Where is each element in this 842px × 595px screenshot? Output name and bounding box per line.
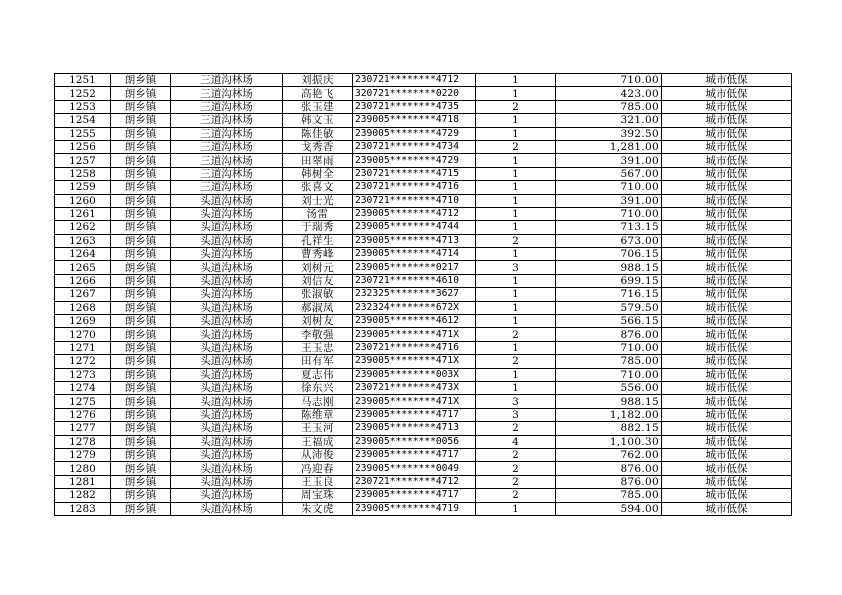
household-count-cell: 2: [476, 475, 556, 488]
town-cell: 朗乡镇: [111, 355, 171, 368]
table-row: [55, 221, 792, 234]
person-name-cell: 陈佳敏: [283, 127, 353, 140]
row-number: 1269: [55, 315, 111, 328]
person-name-cell: 刘士光: [283, 194, 353, 207]
amount-cell: 391.00: [556, 194, 662, 207]
id-number-cell: 239005********4712: [353, 207, 476, 220]
person-name-cell: 王福成: [283, 435, 353, 448]
row-number: 1255: [55, 127, 111, 140]
id-number-cell: 230721********473X: [353, 381, 476, 394]
person-name-cell: 于瑞秀: [283, 221, 353, 234]
id-number-cell: 239005********4717: [353, 448, 476, 461]
amount-cell: 988.15: [556, 261, 662, 274]
town-cell: 朗乡镇: [111, 395, 171, 408]
id-number-cell: 232325********3627: [353, 288, 476, 301]
forest-farm-cell: 头道沟林场: [171, 462, 283, 475]
relief-type-cell: 城市低保: [662, 408, 792, 421]
town-cell: 朗乡镇: [111, 181, 171, 194]
household-count-cell: 2: [476, 422, 556, 435]
town-cell: 朗乡镇: [111, 408, 171, 421]
forest-farm-cell: 头道沟林场: [171, 435, 283, 448]
forest-farm-cell: 头道沟林场: [171, 328, 283, 341]
forest-farm-cell: 头道沟林场: [171, 248, 283, 261]
town-cell: 朗乡镇: [111, 422, 171, 435]
household-count-cell: 1: [476, 341, 556, 354]
household-count-cell: 1: [476, 288, 556, 301]
id-number-cell: 230721********4715: [353, 167, 476, 180]
row-number: 1262: [55, 221, 111, 234]
person-name-cell: 张淑敏: [283, 288, 353, 301]
id-number-cell: 239005********0049: [353, 462, 476, 475]
table-row: [55, 140, 792, 153]
relief-type-cell: 城市低保: [662, 87, 792, 100]
town-cell: 朗乡镇: [111, 127, 171, 140]
table-row: [55, 355, 792, 368]
amount-cell: 699.15: [556, 274, 662, 287]
amount-cell: 785.00: [556, 489, 662, 502]
id-number-cell: 239005********0217: [353, 261, 476, 274]
forest-farm-cell: 三道沟林场: [171, 127, 283, 140]
person-name-cell: 汤雷: [283, 207, 353, 220]
id-number-cell: 239005********471X: [353, 328, 476, 341]
relief-type-cell: 城市低保: [662, 475, 792, 488]
table-row: [55, 167, 792, 180]
relief-type-cell: 城市低保: [662, 234, 792, 247]
town-cell: 朗乡镇: [111, 140, 171, 153]
town-cell: 朗乡镇: [111, 489, 171, 502]
amount-cell: 716.15: [556, 288, 662, 301]
table-row: [55, 207, 792, 220]
table-row: [55, 489, 792, 502]
person-name-cell: 王玉良: [283, 475, 353, 488]
relief-type-cell: 城市低保: [662, 154, 792, 167]
forest-farm-cell: 头道沟林场: [171, 395, 283, 408]
id-number-cell: 239005********0056: [353, 435, 476, 448]
person-name-cell: 王玉忠: [283, 341, 353, 354]
table-row: [55, 448, 792, 461]
id-number-cell: 230721********4610: [353, 274, 476, 287]
forest-farm-cell: 三道沟林场: [171, 100, 283, 113]
table-row: [55, 288, 792, 301]
person-name-cell: 高艳飞: [283, 87, 353, 100]
id-number-cell: 230721********4716: [353, 341, 476, 354]
amount-cell: 876.00: [556, 462, 662, 475]
person-name-cell: 陈维章: [283, 408, 353, 421]
forest-farm-cell: 头道沟林场: [171, 194, 283, 207]
relief-type-cell: 城市低保: [662, 167, 792, 180]
amount-cell: 594.00: [556, 502, 662, 515]
table-row: [55, 301, 792, 314]
forest-farm-cell: 头道沟林场: [171, 274, 283, 287]
id-number-cell: 230721********4710: [353, 194, 476, 207]
forest-farm-cell: 三道沟林场: [171, 154, 283, 167]
relief-type-cell: 城市低保: [662, 422, 792, 435]
household-count-cell: 2: [476, 100, 556, 113]
amount-cell: 710.00: [556, 74, 662, 87]
row-number: 1275: [55, 395, 111, 408]
person-name-cell: 田有军: [283, 355, 353, 368]
row-number: 1278: [55, 435, 111, 448]
id-number-cell: 320721********0220: [353, 87, 476, 100]
household-count-cell: 1: [476, 221, 556, 234]
relief-type-cell: 城市低保: [662, 301, 792, 314]
amount-cell: 567.00: [556, 167, 662, 180]
amount-cell: 579.50: [556, 301, 662, 314]
row-number: 1252: [55, 87, 111, 100]
row-number: 1271: [55, 341, 111, 354]
amount-cell: 706.15: [556, 248, 662, 261]
table-row: [55, 328, 792, 341]
town-cell: 朗乡镇: [111, 154, 171, 167]
household-count-cell: 1: [476, 127, 556, 140]
id-number-cell: 239005********4713: [353, 422, 476, 435]
forest-farm-cell: 头道沟林场: [171, 422, 283, 435]
forest-farm-cell: 头道沟林场: [171, 234, 283, 247]
relief-type-cell: 城市低保: [662, 261, 792, 274]
relief-type-cell: 城市低保: [662, 100, 792, 113]
relief-type-cell: 城市低保: [662, 435, 792, 448]
town-cell: 朗乡镇: [111, 301, 171, 314]
town-cell: 朗乡镇: [111, 368, 171, 381]
amount-cell: 762.00: [556, 448, 662, 461]
id-number-cell: 230721********4712: [353, 74, 476, 87]
town-cell: 朗乡镇: [111, 87, 171, 100]
table-row: [55, 194, 792, 207]
relief-type-cell: 城市低保: [662, 74, 792, 87]
id-number-cell: 230721********4735: [353, 100, 476, 113]
household-count-cell: 1: [476, 167, 556, 180]
id-number-cell: 239005********4719: [353, 502, 476, 515]
town-cell: 朗乡镇: [111, 114, 171, 127]
row-number: 1267: [55, 288, 111, 301]
row-number: 1254: [55, 114, 111, 127]
person-name-cell: 刘振庆: [283, 74, 353, 87]
amount-cell: 392.50: [556, 127, 662, 140]
forest-farm-cell: 三道沟林场: [171, 140, 283, 153]
amount-cell: 876.00: [556, 328, 662, 341]
town-cell: 朗乡镇: [111, 74, 171, 87]
relief-type-cell: 城市低保: [662, 288, 792, 301]
household-count-cell: 4: [476, 435, 556, 448]
relief-type-cell: 城市低保: [662, 114, 792, 127]
relief-type-cell: 城市低保: [662, 248, 792, 261]
forest-farm-cell: 头道沟林场: [171, 288, 283, 301]
town-cell: 朗乡镇: [111, 221, 171, 234]
amount-cell: 673.00: [556, 234, 662, 247]
id-number-cell: 239005********4612: [353, 315, 476, 328]
amount-cell: 423.00: [556, 87, 662, 100]
household-count-cell: 3: [476, 395, 556, 408]
household-count-cell: 3: [476, 261, 556, 274]
person-name-cell: 戈秀香: [283, 140, 353, 153]
id-number-cell: 232324********672X: [353, 301, 476, 314]
row-number: 1251: [55, 74, 111, 87]
household-count-cell: 1: [476, 181, 556, 194]
relief-type-cell: 城市低保: [662, 221, 792, 234]
forest-farm-cell: 三道沟林场: [171, 114, 283, 127]
table-row: [55, 368, 792, 381]
household-count-cell: 1: [476, 154, 556, 167]
town-cell: 朗乡镇: [111, 448, 171, 461]
household-count-cell: 1: [476, 87, 556, 100]
row-number: 1273: [55, 368, 111, 381]
forest-farm-cell: 头道沟林场: [171, 207, 283, 220]
household-count-cell: 1: [476, 207, 556, 220]
town-cell: 朗乡镇: [111, 167, 171, 180]
person-name-cell: 孔祥生: [283, 234, 353, 247]
amount-cell: 391.00: [556, 154, 662, 167]
forest-farm-cell: 头道沟林场: [171, 475, 283, 488]
amount-cell: 556.00: [556, 381, 662, 394]
person-name-cell: 韩文玉: [283, 114, 353, 127]
id-number-cell: 239005********4729: [353, 127, 476, 140]
table-row: [55, 181, 792, 194]
forest-farm-cell: 三道沟林场: [171, 167, 283, 180]
amount-cell: 566.15: [556, 315, 662, 328]
table-row: [55, 381, 792, 394]
household-count-cell: 1: [476, 194, 556, 207]
forest-farm-cell: 头道沟林场: [171, 408, 283, 421]
person-name-cell: 刘信友: [283, 274, 353, 287]
household-count-cell: 2: [476, 489, 556, 502]
row-number: 1274: [55, 381, 111, 394]
id-number-cell: 239005********4744: [353, 221, 476, 234]
forest-farm-cell: 头道沟林场: [171, 448, 283, 461]
relief-type-cell: 城市低保: [662, 140, 792, 153]
relief-type-cell: 城市低保: [662, 127, 792, 140]
household-count-cell: 1: [476, 301, 556, 314]
id-number-cell: 230721********4712: [353, 475, 476, 488]
person-name-cell: 张玉建: [283, 100, 353, 113]
relief-type-cell: 城市低保: [662, 355, 792, 368]
town-cell: 朗乡镇: [111, 234, 171, 247]
household-count-cell: 2: [476, 462, 556, 475]
household-count-cell: 1: [476, 74, 556, 87]
relief-type-cell: 城市低保: [662, 502, 792, 515]
relief-type-cell: 城市低保: [662, 181, 792, 194]
row-number: 1281: [55, 475, 111, 488]
row-number: 1264: [55, 248, 111, 261]
row-number: 1260: [55, 194, 111, 207]
forest-farm-cell: 头道沟林场: [171, 381, 283, 394]
amount-cell: 882.15: [556, 422, 662, 435]
row-number: 1277: [55, 422, 111, 435]
relief-type-cell: 城市低保: [662, 489, 792, 502]
amount-cell: 1,100.30: [556, 435, 662, 448]
row-number: 1256: [55, 140, 111, 153]
table-row: [55, 395, 792, 408]
id-number-cell: 239005********471X: [353, 395, 476, 408]
person-name-cell: 夏志伟: [283, 368, 353, 381]
amount-cell: 1,182.00: [556, 408, 662, 421]
row-number: 1276: [55, 408, 111, 421]
forest-farm-cell: 头道沟林场: [171, 341, 283, 354]
town-cell: 朗乡镇: [111, 328, 171, 341]
forest-farm-cell: 头道沟林场: [171, 261, 283, 274]
table-row: [55, 475, 792, 488]
table-row: [55, 248, 792, 261]
town-cell: 朗乡镇: [111, 100, 171, 113]
table-row: [55, 127, 792, 140]
row-number: 1258: [55, 167, 111, 180]
relief-type-cell: 城市低保: [662, 328, 792, 341]
table-row: [55, 234, 792, 247]
person-name-cell: 徐东兴: [283, 381, 353, 394]
person-name-cell: 马志刚: [283, 395, 353, 408]
household-count-cell: 1: [476, 114, 556, 127]
row-number: 1272: [55, 355, 111, 368]
person-name-cell: 田翠雨: [283, 154, 353, 167]
table-row: [55, 502, 792, 515]
table-row: [55, 114, 792, 127]
forest-farm-cell: 头道沟林场: [171, 489, 283, 502]
amount-cell: 710.00: [556, 368, 662, 381]
town-cell: 朗乡镇: [111, 248, 171, 261]
amount-cell: 785.00: [556, 100, 662, 113]
table-row: [55, 274, 792, 287]
town-cell: 朗乡镇: [111, 341, 171, 354]
relief-type-cell: 城市低保: [662, 462, 792, 475]
household-count-cell: 2: [476, 448, 556, 461]
town-cell: 朗乡镇: [111, 475, 171, 488]
table-body: [55, 74, 792, 516]
table-row: [55, 422, 792, 435]
row-number: 1268: [55, 301, 111, 314]
forest-farm-cell: 头道沟林场: [171, 502, 283, 515]
household-count-cell: 1: [476, 274, 556, 287]
amount-cell: 710.00: [556, 181, 662, 194]
id-number-cell: 239005********4717: [353, 489, 476, 502]
forest-farm-cell: 头道沟林场: [171, 315, 283, 328]
relief-roster-table: [54, 73, 792, 516]
amount-cell: 988.15: [556, 395, 662, 408]
person-name-cell: 郝淑凤: [283, 301, 353, 314]
relief-type-cell: 城市低保: [662, 341, 792, 354]
forest-farm-cell: 头道沟林场: [171, 368, 283, 381]
amount-cell: 1,281.00: [556, 140, 662, 153]
relief-type-cell: 城市低保: [662, 395, 792, 408]
town-cell: 朗乡镇: [111, 435, 171, 448]
table-row: [55, 154, 792, 167]
person-name-cell: 李敬强: [283, 328, 353, 341]
relief-type-cell: 城市低保: [662, 207, 792, 220]
person-name-cell: 王玉河: [283, 422, 353, 435]
amount-cell: 710.00: [556, 341, 662, 354]
person-name-cell: 冯迎春: [283, 462, 353, 475]
row-number: 1282: [55, 489, 111, 502]
town-cell: 朗乡镇: [111, 261, 171, 274]
id-number-cell: 239005********4713: [353, 234, 476, 247]
person-name-cell: 刘树元: [283, 261, 353, 274]
id-number-cell: 230721********4734: [353, 140, 476, 153]
id-number-cell: 239005********4718: [353, 114, 476, 127]
forest-farm-cell: 头道沟林场: [171, 301, 283, 314]
forest-farm-cell: 三道沟林场: [171, 181, 283, 194]
row-number: 1265: [55, 261, 111, 274]
row-number: 1263: [55, 234, 111, 247]
household-count-cell: 1: [476, 248, 556, 261]
relief-type-cell: 城市低保: [662, 194, 792, 207]
person-name-cell: 周宝珠: [283, 489, 353, 502]
table-row: [55, 315, 792, 328]
amount-cell: 785.00: [556, 355, 662, 368]
household-count-cell: 2: [476, 234, 556, 247]
table-row: [55, 341, 792, 354]
row-number: 1253: [55, 100, 111, 113]
row-number: 1261: [55, 207, 111, 220]
row-number: 1280: [55, 462, 111, 475]
row-number: 1270: [55, 328, 111, 341]
row-number: 1259: [55, 181, 111, 194]
household-count-cell: 3: [476, 408, 556, 421]
row-number: 1266: [55, 274, 111, 287]
person-name-cell: 从沛俊: [283, 448, 353, 461]
amount-cell: 876.00: [556, 475, 662, 488]
household-count-cell: 1: [476, 315, 556, 328]
id-number-cell: 239005********471X: [353, 355, 476, 368]
household-count-cell: 2: [476, 355, 556, 368]
household-count-cell: 1: [476, 368, 556, 381]
forest-farm-cell: 头道沟林场: [171, 221, 283, 234]
row-number: 1257: [55, 154, 111, 167]
town-cell: 朗乡镇: [111, 288, 171, 301]
table-row: [55, 261, 792, 274]
table-row: [55, 87, 792, 100]
table-row: [55, 74, 792, 87]
town-cell: 朗乡镇: [111, 381, 171, 394]
amount-cell: 710.00: [556, 207, 662, 220]
id-number-cell: 230721********4716: [353, 181, 476, 194]
household-count-cell: 2: [476, 328, 556, 341]
town-cell: 朗乡镇: [111, 194, 171, 207]
table-row: [55, 100, 792, 113]
row-number: 1283: [55, 502, 111, 515]
person-name-cell: 朱文虎: [283, 502, 353, 515]
table-row: [55, 462, 792, 475]
relief-type-cell: 城市低保: [662, 274, 792, 287]
forest-farm-cell: 三道沟林场: [171, 74, 283, 87]
forest-farm-cell: 头道沟林场: [171, 355, 283, 368]
town-cell: 朗乡镇: [111, 207, 171, 220]
amount-cell: 713.15: [556, 221, 662, 234]
id-number-cell: 239005********4729: [353, 154, 476, 167]
relief-type-cell: 城市低保: [662, 448, 792, 461]
relief-type-cell: 城市低保: [662, 381, 792, 394]
town-cell: 朗乡镇: [111, 502, 171, 515]
relief-type-cell: 城市低保: [662, 368, 792, 381]
table-row: [55, 435, 792, 448]
town-cell: 朗乡镇: [111, 315, 171, 328]
forest-farm-cell: 三道沟林场: [171, 87, 283, 100]
household-count-cell: 1: [476, 381, 556, 394]
household-count-cell: 2: [476, 140, 556, 153]
town-cell: 朗乡镇: [111, 274, 171, 287]
person-name-cell: 曹秀峰: [283, 248, 353, 261]
person-name-cell: 张喜文: [283, 181, 353, 194]
household-count-cell: 1: [476, 502, 556, 515]
table-row: [55, 408, 792, 421]
person-name-cell: 韩树全: [283, 167, 353, 180]
relief-type-cell: 城市低保: [662, 315, 792, 328]
id-number-cell: 239005********4714: [353, 248, 476, 261]
amount-cell: 321.00: [556, 114, 662, 127]
person-name-cell: 刘树友: [283, 315, 353, 328]
row-number: 1279: [55, 448, 111, 461]
id-number-cell: 239005********003X: [353, 368, 476, 381]
town-cell: 朗乡镇: [111, 462, 171, 475]
id-number-cell: 239005********4717: [353, 408, 476, 421]
